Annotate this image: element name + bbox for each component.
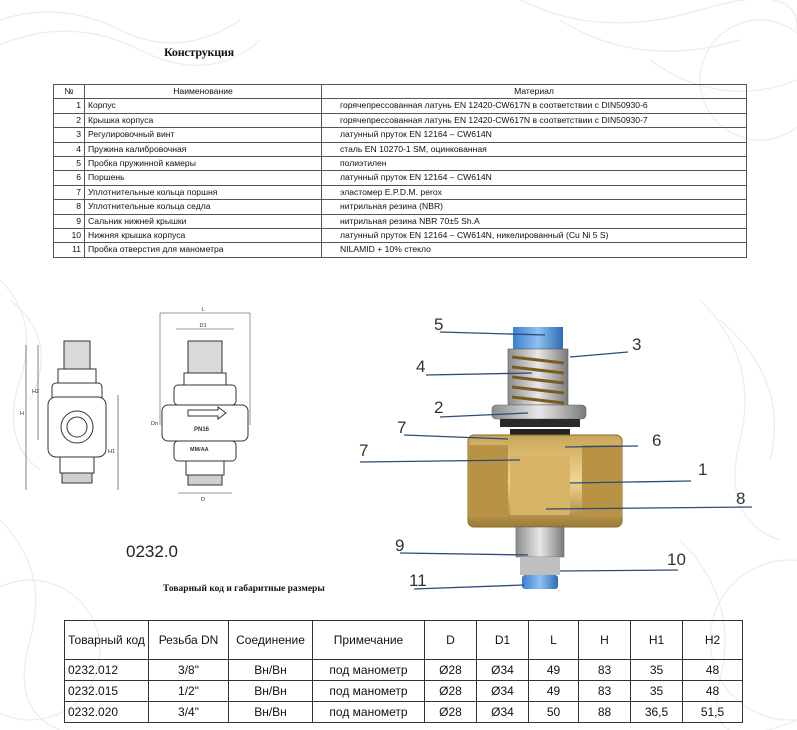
callout-7-lower: 7 (359, 441, 369, 460)
dim-label-h2: H2 (32, 389, 40, 395)
cell-h1: 35 (631, 681, 683, 702)
table-row (65, 660, 743, 681)
part-name: Уплотнительные кольца седла (85, 200, 322, 214)
cell-h2: 48 (683, 660, 743, 681)
dims-header-row (65, 621, 743, 660)
materials-header-row (54, 85, 747, 99)
col-connection: Соединение (229, 621, 313, 660)
table-row (54, 128, 747, 142)
cell-thread: 1/2" (149, 681, 229, 702)
part-name: Уплотнительные кольца поршня (85, 185, 322, 199)
cell-code: 0232.015 (65, 681, 149, 702)
materials-col-material: Материал (322, 85, 747, 99)
materials-table (53, 84, 747, 258)
table-row (54, 142, 747, 156)
part-material: сталь EN 10270-1 SM, оцинкованная (322, 142, 747, 156)
cell-l: 49 (529, 660, 579, 681)
part-material: горячепрессованная латунь EN 12420-CW617N в соответствии с DIN50930-7 (322, 113, 747, 127)
callout-4: 4 (416, 357, 426, 376)
row-number: 1 (54, 99, 85, 113)
part-material: латунный пруток EN 12164 – CW614N, никелированный (Cu Ni 5 S) (322, 229, 747, 243)
cell-connection: Вн/Вн (229, 702, 313, 723)
cell-h: 83 (579, 660, 631, 681)
table-row (54, 185, 747, 199)
callout-6: 6 (652, 431, 662, 450)
table-row (65, 681, 743, 702)
cell-note: под манометр (313, 681, 425, 702)
cell-d1: Ø34 (477, 702, 529, 723)
body-mark-mm: MM/AA (190, 447, 209, 453)
row-number: 4 (54, 142, 85, 156)
col-h1: H1 (631, 621, 683, 660)
table-row (54, 200, 747, 214)
body-mark-pn: PN16 (194, 427, 210, 433)
cell-connection: Вн/Вн (229, 660, 313, 681)
col-code: Товарный код (65, 621, 149, 660)
col-d1: D1 (477, 621, 529, 660)
side-view-drawing (18, 335, 128, 495)
table-row (54, 243, 747, 257)
cell-d: Ø28 (425, 681, 477, 702)
cell-code: 0232.020 (65, 702, 149, 723)
part-material: латунный пруток EN 12164 – CW614N (322, 128, 747, 142)
cell-l: 49 (529, 681, 579, 702)
dims-table-title: Товарный код и габаритные размеры (163, 584, 325, 594)
part-name: Пробка пружинной камеры (85, 157, 322, 171)
cell-l: 50 (529, 702, 579, 723)
cell-h1: 35 (631, 660, 683, 681)
part-name: Крышка корпуса (85, 113, 322, 127)
callout-10: 10 (667, 550, 686, 569)
callout-11: 11 (409, 571, 427, 590)
callout-5: 5 (434, 315, 444, 334)
part-material: нитрильная резина NBR 70±5 Sh.A (322, 214, 747, 228)
part-name: Нижняя крышка корпуса (85, 229, 322, 243)
table-row (54, 113, 747, 127)
row-number: 9 (54, 214, 85, 228)
row-number: 6 (54, 171, 85, 185)
dim-label-h: H (20, 411, 24, 417)
callout-1: 1 (698, 460, 708, 479)
table-row (54, 229, 747, 243)
cell-d1: Ø34 (477, 660, 529, 681)
cell-d1: Ø34 (477, 681, 529, 702)
col-h2: H2 (683, 621, 743, 660)
part-name: Поршень (85, 171, 322, 185)
row-number: 2 (54, 113, 85, 127)
cell-h1: 36,5 (631, 702, 683, 723)
cell-d: Ø28 (425, 702, 477, 723)
valve-cutaway-photo (360, 305, 760, 600)
dim-label-h1: H1 (108, 449, 116, 455)
part-name: Пробка отверстия для манометра (85, 243, 322, 257)
part-material: нитрильная резина (NBR) (322, 200, 747, 214)
part-name: Корпус (85, 99, 322, 113)
model-number: 0232.0 (126, 542, 178, 561)
cell-d: Ø28 (425, 660, 477, 681)
dim-label-d1: D1 (199, 323, 207, 329)
part-name: Регулировочный винт (85, 128, 322, 142)
table-row (54, 171, 747, 185)
callout-9: 9 (395, 536, 405, 555)
row-number: 3 (54, 128, 85, 142)
col-d: D (425, 621, 477, 660)
cell-note: под манометр (313, 660, 425, 681)
dim-label-l: L (201, 307, 205, 313)
cell-code: 0232.012 (65, 660, 149, 681)
row-number: 5 (54, 157, 85, 171)
cell-connection: Вн/Вн (229, 681, 313, 702)
col-l: L (529, 621, 579, 660)
cell-h: 83 (579, 681, 631, 702)
part-material: эластомер E.P.D.M. perox (322, 185, 747, 199)
row-number: 11 (54, 243, 85, 257)
col-note: Примечание (313, 621, 425, 660)
callout-7-upper: 7 (397, 418, 407, 437)
cell-thread: 3/8" (149, 660, 229, 681)
part-material: полиэтилен (322, 157, 747, 171)
front-view-drawing (148, 305, 263, 505)
callout-3: 3 (632, 335, 642, 354)
row-number: 7 (54, 185, 85, 199)
dimensions-table (64, 620, 743, 723)
col-h: H (579, 621, 631, 660)
dim-label-d: D (201, 497, 205, 503)
part-material: NILAMID + 10% стекло (322, 243, 747, 257)
callout-2: 2 (434, 398, 444, 417)
cell-h2: 51,5 (683, 702, 743, 723)
part-name: Сальник нижней крышки (85, 214, 322, 228)
table-row (54, 214, 747, 228)
part-name: Пружина калибровочная (85, 142, 322, 156)
row-number: 10 (54, 229, 85, 243)
materials-col-number: № (54, 85, 85, 99)
row-number: 8 (54, 200, 85, 214)
part-material: латунный пруток EN 12164 – CW614N (322, 171, 747, 185)
table-row (54, 99, 747, 113)
col-thread: Резьба DN (149, 621, 229, 660)
table-row (65, 702, 743, 723)
cell-thread: 3/4" (149, 702, 229, 723)
dim-label-dn: Dn (151, 421, 159, 427)
cell-h2: 48 (683, 681, 743, 702)
callout-8: 8 (736, 489, 746, 508)
part-material: горячепрессованная латунь EN 12420-CW617N в соответствии с DIN50930-6 (322, 99, 747, 113)
table-row (54, 157, 747, 171)
construction-title: Конструкция (164, 45, 234, 59)
materials-col-name: Наименование (85, 85, 322, 99)
cell-h: 88 (579, 702, 631, 723)
cell-note: под манометр (313, 702, 425, 723)
